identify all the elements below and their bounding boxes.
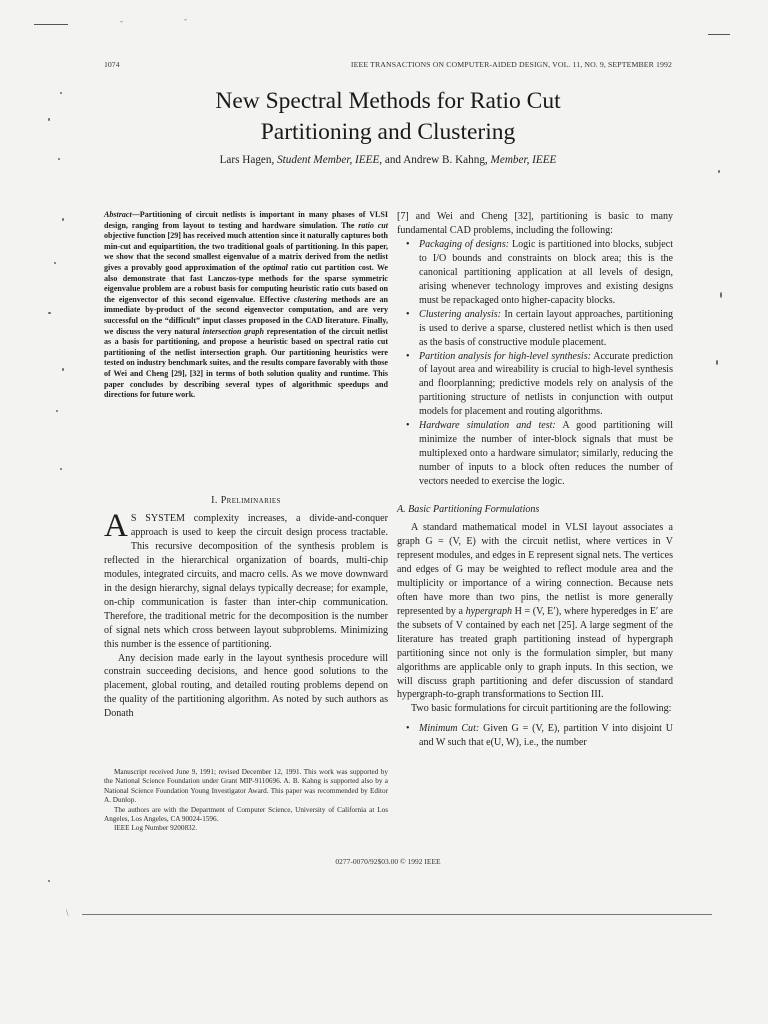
scan-speck [718,170,720,173]
list-item [397,308,673,350]
scan-mark: - [120,16,123,26]
bullet-icon: • [406,420,410,432]
section-1-body [104,508,388,721]
scan-speck [58,158,60,160]
abstract-text: ratio cut partition cost. We also demonstrate that fast Lanczos-type methods for the sparse symmetric eigenvalue problem are a robust basis for computing heuristic ratio cuts based on the eigenvector of this second eigenvalue. Effective [104,262,388,304]
paragraph-text: A standard mathematical model in VLSI layout associates a graph G = (V, E) with the circuit netlist, where vertices in V represent modules, and edges in E represent signal nets. The vertices and edges of G may be weighted to reflect module area and the multiplicity or importance of a wiring connection. Because nets often have more than two pins, the netlist is more generally represented by a [397,522,674,617]
list-item-text: Accurate prediction of layout area and wireability is crucial to high-level synthesis and floorplanning; predictive models rely on analysis of the partitioning structure of netlists in conjunction with output models for placement and routing algorithms. [419,350,673,418]
top-left-rule [34,24,68,25]
scan-speck [716,360,718,365]
paragraph: Two basic formulations for circuit partitioning are the following: [411,703,672,715]
scan-speck [54,262,56,264]
paragraph: Any decision made early in the layout synthesis procedure will constrain succeeding decisions, and hence good solutions to the placement, global routing, and detailed routing problems depend on the quality of the partitioning algorithm. As noted by such authors as Donath [104,652,388,720]
author-conjunction: and Andrew B. Kahng, [382,154,491,166]
drop-cap: A [104,508,128,544]
list-item-head: Packaging of designs: [419,238,510,250]
paragraph: [7] and Wei and Cheng [32], partitioning is basic to many fundamental CAD problems, including the following: [397,211,673,236]
bottom-rule [82,914,712,915]
scan-speck [60,92,62,94]
scan-mark: \ [66,908,69,918]
right-column [397,210,673,750]
application-list [397,238,673,489]
subsection-heading: A. Basic Partitioning Formulations [397,504,540,516]
paragraph-text: H = (V, E′), where hyperedges in E′ are the subsets of V contained by each net [25]. A large segment of the literature has treated graph partitioning instead of hypergraph partitioning since not only is the formulation simpler, but many algorithms are applicable only to graph inputs. In this section, we will discuss graph partitioning and defer discussion of standard hypergraph-to-graph transformations to Section III. [397,605,674,701]
footnote-affiliation: The authors are with the Department of Computer Science, University of California at Los Angeles, Los Angeles, CA 90024-1596. [104,805,388,824]
scan-speck [62,368,64,371]
scan-speck [62,218,64,221]
paper-title [104,86,672,148]
scan-speck [48,880,50,882]
footnote-manuscript: Manuscript received June 9, 1991; revised December 12, 1991. This work was supported by the National Science Foundation under Grant MIP-9110696. A. B. Kahng is supported also by a National Science Foundation Young Investigator Award. This paper was recommended by Editor A. Dunlop. [104,768,388,805]
list-item [397,419,673,489]
bullet-icon: • [406,308,410,320]
list-item-text: In certain layout approaches, partitioning is used to derive a sparse, clustered netlist which is then used as the basis of constructive module placement. [419,308,674,348]
footnote [104,768,388,834]
list-item [397,238,673,308]
abstract-text: —Partitioning of circuit netlists is important in many phases of VLSI design, ranging from layout to testing and hardware simulation. The [104,210,388,230]
abstract-emphasis: intersection graph [202,326,264,336]
scan-speck [720,292,722,298]
list-item-head: Clustering analysis: [419,308,502,320]
paragraph-text: S SYSTEM complexity increases, a divide-and-conquer approach is used to keep the circuit design process tractable. This recursive decomposition of the synthesis problem is reflected in the hierarchical organization of boards, multi-chip modules, integrated circuits, and macro cells. As we move downward in the design hierarchy, signal delays typically decrease; for example, on-chip communication is faster than inter-chip communication. Therefore, the traditional metric for the decomposition is the number of signal nets which cross between layout subproblems. Minimizing this number is the essence of partitioning. [104,513,388,650]
author-2-role: Member, IEEE [490,154,557,166]
author-1-role: Student Member, IEEE, [277,154,383,166]
scan-speck [48,118,50,121]
title-line-1: New Spectral Methods for Ratio Cut [215,88,561,114]
abstract [104,210,388,401]
page-number: 1074 [104,60,120,69]
abstract-text: representation of the circuit netlist as a basis for partitioning, and propose a heuristic based on spectral ratio cut partitioning of the netlist intersection graph. Our partitioning heuristics were tested on industry benchmark suites, and the results compare favorably with those of Wei and Cheng [29], [32] in terms of both solution quality and runtime. This paper concludes by describing several types of algorithmic speedups and directions for future work. [104,326,388,400]
list-item-head: Minimum Cut: [419,723,480,735]
bullet-icon: • [406,238,410,250]
section-title: Preliminaries [220,495,281,506]
journal-running-head: IEEE TRANSACTIONS ON COMPUTER-AIDED DESIGN, VOL. 11, NO. 9, SEPTEMBER 1992 [350,60,672,69]
list-item-head: Partition analysis for high-level synthesis: [419,350,591,362]
title-line-2: Partitioning and Clustering [260,119,516,145]
scan-mark: - [184,14,187,24]
scan-speck [56,410,58,412]
running-header [104,60,672,74]
section-number: I. [211,495,221,506]
abstract-emphasis: optimal [262,262,288,272]
section-heading [104,495,388,506]
formulation-list [397,722,673,750]
list-item-text: A good partitioning will minimize the number of inter-block signals that must be multiplexed onto a hardware simulator; similarly, reducing the number of inputs to a block often reduces the number of vectors needed to exercise the logic. [419,420,674,488]
term-emphasis: hypergraph [465,605,513,617]
list-item-text: Given G = (V, E), partition V into disjoint U and W such that e(U, W), i.e., the number [419,723,673,749]
scan-speck [60,468,62,470]
list-item-text: Logic is partitioned into blocks, subject to I/O bounds and constraints on block area; this is the canonical partitioning application at all levels of design, arising whenever technology improves and existing designs must be repackaged onto higher-capacity blocks. [419,238,673,306]
list-item-head: Hardware simulation and test: [419,420,556,432]
top-right-rule [708,34,730,35]
paragraph [104,508,388,652]
abstract-emphasis: ratio cut [358,220,389,230]
paragraph [397,521,673,702]
abstract-emphasis: clustering [293,294,328,304]
copyright-line: 0277-0070/92$03.00 © 1992 IEEE [335,857,441,866]
list-item [397,722,673,750]
footnote-log-number: IEEE Log Number 9200832. [114,824,198,833]
bullet-icon: • [406,723,410,735]
author-line [104,154,672,166]
bullet-icon: • [406,350,410,362]
scan-speck [48,312,51,314]
author-1: Lars Hagen, [219,154,278,166]
abstract-text: methods are an immediate by-product of the second eigenvector computation, and are very successful on the “difficult” input classes proposed in the CAD literature. Finally, we discuss the very natural [104,294,388,336]
abstract-label: Abstract [104,210,132,219]
list-item [397,350,673,420]
abstract-text: objective function [29] has received much attention since it naturally captures both min-cut and equipartition, the two traditional goals of partitioning. In this paper, we show that the second smallest eigenvalue of a matrix derived from the netlist gives a provably good approximation of the [104,231,388,272]
